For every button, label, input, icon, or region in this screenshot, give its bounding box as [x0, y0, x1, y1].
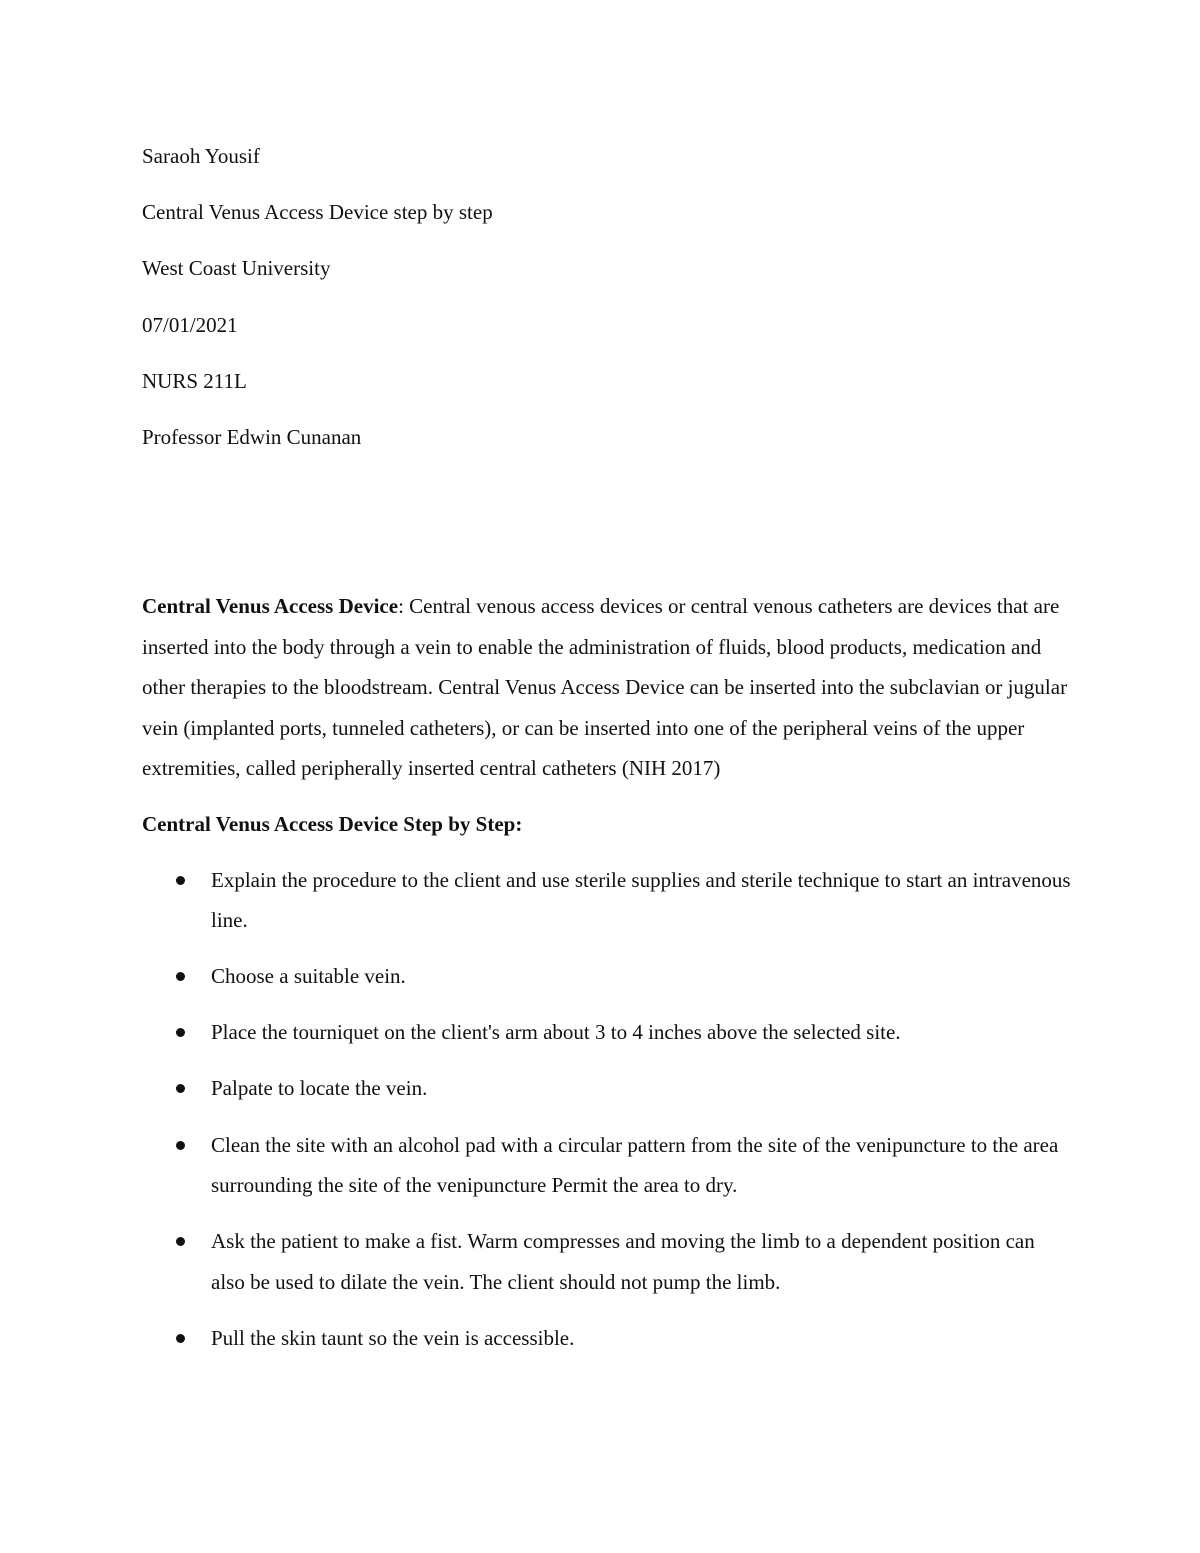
document-date: 07/01/2021 — [142, 312, 238, 337]
bullet-icon — [176, 1141, 185, 1150]
list-item — [142, 1068, 1072, 1109]
step-text: Clean the site with an alcohol pad with a circular pattern from the site of the venipuncture to the area surrounding the site of the venipuncture Permit the area to dry. — [211, 1132, 1059, 1198]
definition-term: Central Venus Access Device — [142, 594, 399, 618]
list-item — [142, 956, 1072, 997]
step-text: Place the tourniquet on the client's arm about 3 to 4 inches above the selected site. — [211, 1020, 901, 1045]
bullet-icon — [176, 1237, 185, 1246]
definition-separator: : — [398, 594, 404, 618]
title-block — [142, 140, 1062, 477]
bullet-icon — [176, 1084, 185, 1093]
bullet-icon — [176, 972, 185, 981]
document-title: Central Venus Access Device step by step — [142, 200, 493, 225]
step-text: Explain the procedure to the client and use sterile supplies and sterile technique to start an intravenous line. — [211, 867, 1071, 933]
step-text: Palpate to locate the vein. — [211, 1076, 428, 1101]
step-text: Choose a suitable vein. — [211, 964, 406, 989]
list-item — [142, 1125, 1072, 1206]
bullet-icon — [176, 876, 185, 885]
steps-list — [142, 860, 1072, 1359]
steps-heading: Central Venus Access Device Step by Step: — [142, 811, 523, 836]
list-item — [142, 1318, 1072, 1359]
author-name: Saraoh Yousif — [142, 144, 260, 168]
step-text: Ask the patient to make a fist. Warm compresses and moving the limb to a dependent position can also be used to dilate the vein. The client should not pump the limb. — [211, 1229, 1035, 1294]
bullet-icon — [176, 1028, 185, 1037]
list-item — [142, 1221, 1072, 1302]
definition-paragraph — [142, 586, 1072, 789]
school-name: West Coast University — [142, 256, 331, 281]
course-code: NURS 211L — [142, 368, 247, 393]
list-item — [142, 860, 1072, 941]
definition-text: Central venous access devices or central venous catheters are devices that are inserted into the body through a vein to enable the administration of fluids, blood products, medication and other therapies to the bloodstream. Central Venus Access Device can be inserted into the subclavian or jugular vein (implanted ports, tunneled catheters), or can be inserted into one of the peripheral veins of the upper extremities, called peripherally inserted central catheters (NIH 2017) — [142, 594, 1068, 781]
professor-name: Professor Edwin Cunanan — [142, 424, 362, 449]
document-body — [142, 586, 1072, 1374]
list-item — [142, 1012, 1072, 1053]
step-text: Pull the skin taunt so the vein is accessible. — [211, 1325, 575, 1350]
bullet-icon — [176, 1334, 185, 1343]
